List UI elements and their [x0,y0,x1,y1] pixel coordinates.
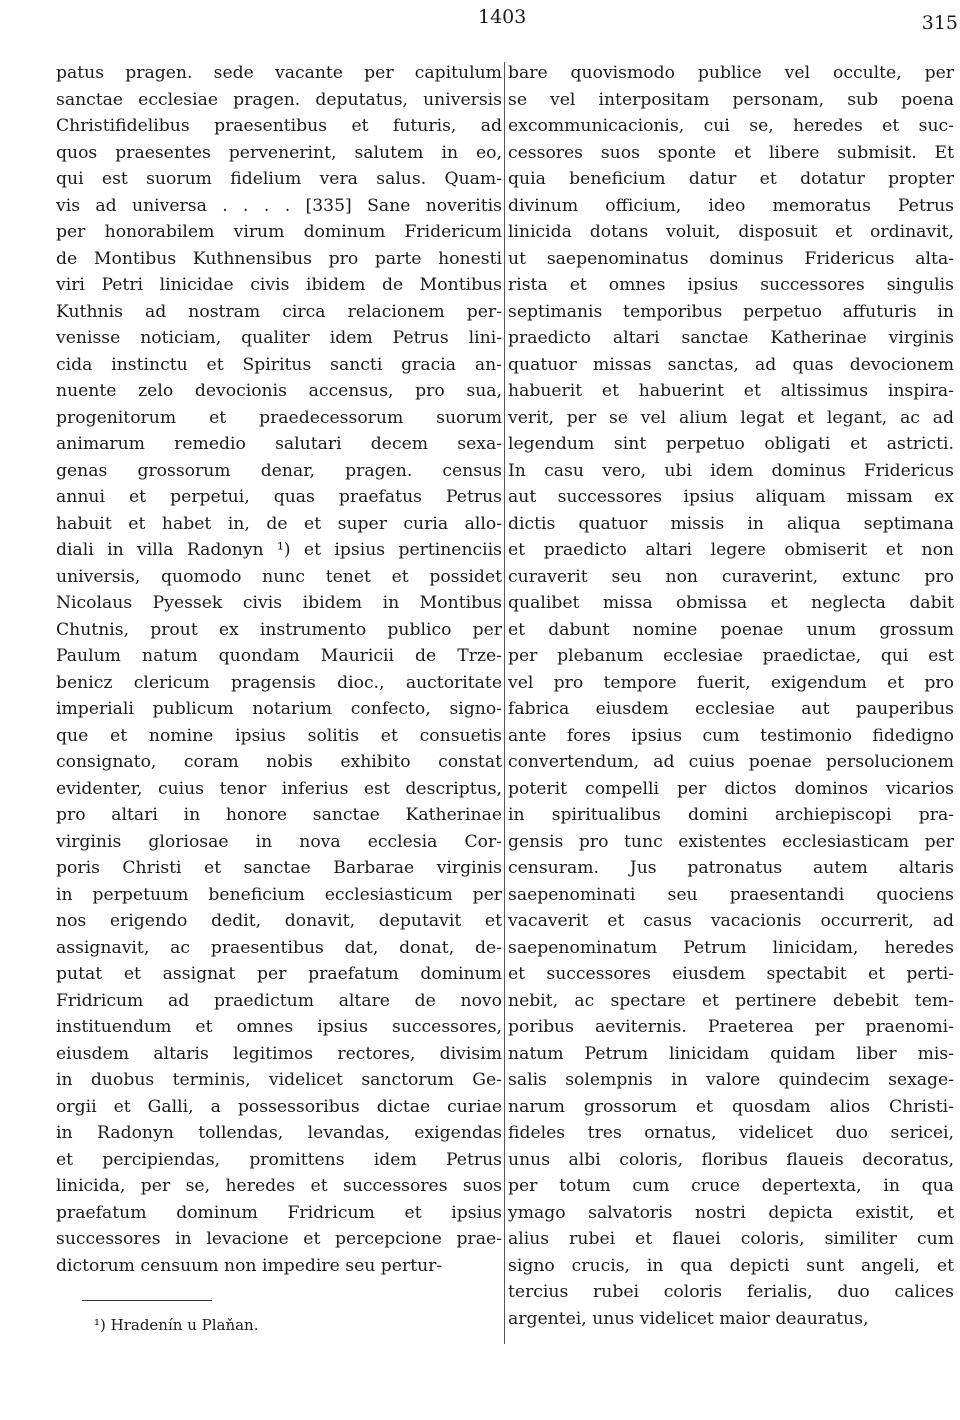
text-line: qui est suorum fidelium vera salus. Quam- [56,169,502,189]
text-line: poribus aeviternis. Praeterea per praenomi- [508,1017,954,1037]
text-line: eiusdem altaris legitimos rectores, divisim [56,1043,502,1064]
text-line: linicida dotans voluit, disposuit et ordinavit, [508,222,954,242]
text-line: et successores eiusdem spectabit et perti- [508,964,954,984]
text-line: poris Christi et sanctae Barbarae virginis [56,858,502,878]
text-line: putat et assignat per praefatum dominum [56,964,502,984]
text-line: cida instinctu et Spiritus sancti gracia an- [56,354,502,375]
text-line: in duobus terminis, videlicet sanctorum Ge- [56,1070,502,1090]
text-line: vel pro tempore fuerit, exigendum et pro [508,672,954,693]
text-line: per totum cum cruce depertexta, in qua [508,1176,954,1196]
text-line: Fridricum ad praedictum altare de novo [56,990,502,1011]
text-line: signo crucis, in qua depicti sunt angeli, et [508,1255,954,1276]
column-divider [504,62,505,1344]
text-line: unus albi coloris, floribus flaueis decoratus, [508,1149,954,1170]
text-line: assignavit, ac praesentibus dat, donat, de- [56,937,502,958]
text-line: argentei, unus videlicet maior deauratus, [508,1308,869,1329]
right-text-column [508,60,954,1332]
text-line: aut successores ipsius aliquam missam ex [508,487,954,507]
text-line: gensis pro tunc existentes ecclesiasticam per [508,831,954,852]
text-line: venisse noticiam, qualiter idem Petrus lini- [56,328,502,348]
text-line: Nicolaus Pyessek civis ibidem in Montibus [56,593,502,613]
text-line: sanctae ecclesiae pragen. deputatus, universis [56,89,502,110]
text-line: habuit et habet in, de et super curia allo- [56,513,502,534]
text-line: rista et omnes ipsius successores singulis [508,275,954,295]
text-line: et percipiendas, promittens idem Petrus [56,1149,502,1170]
text-line: successores in levacione et percepcione prae- [56,1229,502,1249]
text-line: Christifidelibus praesentibus et futuris, ad [56,116,502,136]
text-line: se vel interpositam personam, sub poena [508,89,954,110]
text-line: diali in villa Radonyn ¹) et ipsius pertinenciis [56,540,502,560]
text-line: excommunicacionis, cui se, heredes et suc- [508,116,954,136]
text-line: cessores suos sponte et libere submisit. Et [508,142,954,163]
page-header [0,6,960,34]
text-line: quia beneficium datur et dotatur propter [508,169,954,189]
text-line: Kuthnis ad nostram circa relacionem per- [56,301,502,322]
text-line: ante fores ipsius cum testimonio fidedigno [508,725,954,746]
text-line: ymago salvatoris nostri depicta existit, et [508,1202,954,1223]
text-line: curaverit seu non curaverint, extunc pro [508,566,954,587]
text-line: tercius rubei coloris ferialis, duo calices [508,1282,954,1302]
text-line: habuerit et habuerint et altissimus inspira- [508,381,954,401]
text-line: qualibet missa obmissa et neglecta dabit [508,593,954,613]
text-line: narum grossorum et quosdam alios Christi- [508,1096,954,1117]
text-line: septimanis temporibus perpetuo affuturis in [508,301,954,322]
text-line: que et nomine ipsius solitis et consuetis [56,725,502,746]
text-line: nebit, ac spectare et pertinere debebit tem- [508,990,954,1011]
text-line: animarum remedio salutari decem sexa- [56,434,502,454]
text-line: benicz clericum pragensis dioc., auctoritate [56,672,502,693]
text-line: vis ad universa . . . . [335] Sane noveritis [56,195,502,216]
text-line: legendum sint perpetuo obligati et astricti. [508,434,954,454]
text-line: vacaverit et casus vacacionis occurrerit, ad [508,911,954,931]
text-line: orgii et Galli, a possessoribus dictae curiae [56,1096,502,1117]
header-year: 1403 [478,6,527,28]
left-text-column [56,60,502,1279]
text-line: alius rubei et flauei coloris, similiter cum [508,1229,954,1249]
text-line: evidenter, cuius tenor inferius est descriptus, [56,778,502,799]
text-line: imperiali publicum notarium confecto, signo- [56,699,502,719]
text-line: linicida, per se, heredes et successores suos [56,1176,502,1196]
text-line: quos praesentes pervenerint, salutem in eo, [56,142,502,163]
text-line: praefatum dominum Fridricum et ipsius [56,1202,502,1223]
text-line: saepenominati seu praesentandi quociens [508,884,954,905]
text-line: fideles tres ornatus, videlicet duo sericei, [508,1123,954,1143]
text-line: universis, quomodo nunc tenet et possidet [56,566,502,587]
text-line: Paulum natum quondam Mauricii de Trze- [56,646,502,666]
text-line: genas grossorum denar, pragen. census [56,460,502,481]
text-line: dictorum censuum non impedire seu pertur- [56,1255,443,1276]
text-line: poterit compelli per dictos dominos vicarios [508,778,954,799]
text-line: fabrica eiusdem ecclesiae aut pauperibus [508,699,954,719]
text-line: dictis quatuor missis in aliqua septimana [508,513,954,534]
text-line: verit, per se vel alium legat et legant, ac ad [508,407,954,428]
text-line: in spiritualibus domini archiepiscopi pra- [508,805,954,825]
text-line: annui et perpetui, quas praefatus Petrus [56,487,502,507]
text-line: progenitorum et praedecessorum suorum [56,407,502,428]
text-line: salis solempnis in valore quindecim sexage- [508,1070,954,1090]
text-line: per honorabilem virum dominum Fridericum [56,222,502,242]
text-line: per plebanum ecclesiae praedictae, qui est [508,646,954,666]
text-line: nos erigendo dedit, donavit, deputavit et [56,911,502,931]
text-line: consignato, coram nobis exhibito constat [56,752,502,772]
text-line: in Radonyn tollendas, levandas, exigendas [56,1123,502,1143]
text-line: ut saepenominatus dominus Fridericus alta- [508,248,954,269]
text-line: in perpetuum beneficium ecclesiasticum per [56,884,502,905]
text-line: quatuor missas sanctas, ad quas devocionem [508,354,954,375]
text-line: de Montibus Kuthnensibus pro parte honesti [56,248,502,269]
text-line: et praedicto altari legere obmiserit et non [508,540,954,560]
text-line: divinum officium, ideo memoratus Petrus [508,195,954,216]
text-line: instituendum et omnes ipsius successores, [56,1017,502,1037]
text-line: natum Petrum linicidam quidam liber mis- [508,1043,954,1064]
text-line: In casu vero, ubi idem dominus Fridericus [508,460,954,481]
text-line: et dabunt nomine poenae unum grossum [508,619,954,640]
text-line: bare quovismodo publice vel occulte, per [508,63,954,83]
text-line: censuram. Jus patronatus autem altaris [508,858,954,878]
text-line: nuente zelo devocionis accensus, pro sua, [56,381,502,401]
text-line: patus pragen. sede vacante per capitulum [56,63,502,83]
text-line: viri Petri linicidae civis ibidem de Montibus [56,275,502,295]
text-line: Chutnis, prout ex instrumento publico per [56,619,502,640]
text-line: saepenominatum Petrum linicidam, heredes [508,937,954,958]
text-line: virginis gloriosae in nova ecclesia Cor- [56,831,502,852]
footnote: ¹) Hradenín u Plaňan. [94,1316,259,1334]
text-line: praedicto altari sanctae Katherinae virginis [508,328,954,348]
text-line: pro altari in honore sanctae Katherinae [56,805,502,825]
page-number: 315 [921,12,958,34]
text-line: convertendum, ad cuius poenae persolucionem [508,752,954,772]
footnote-rule [82,1300,212,1301]
